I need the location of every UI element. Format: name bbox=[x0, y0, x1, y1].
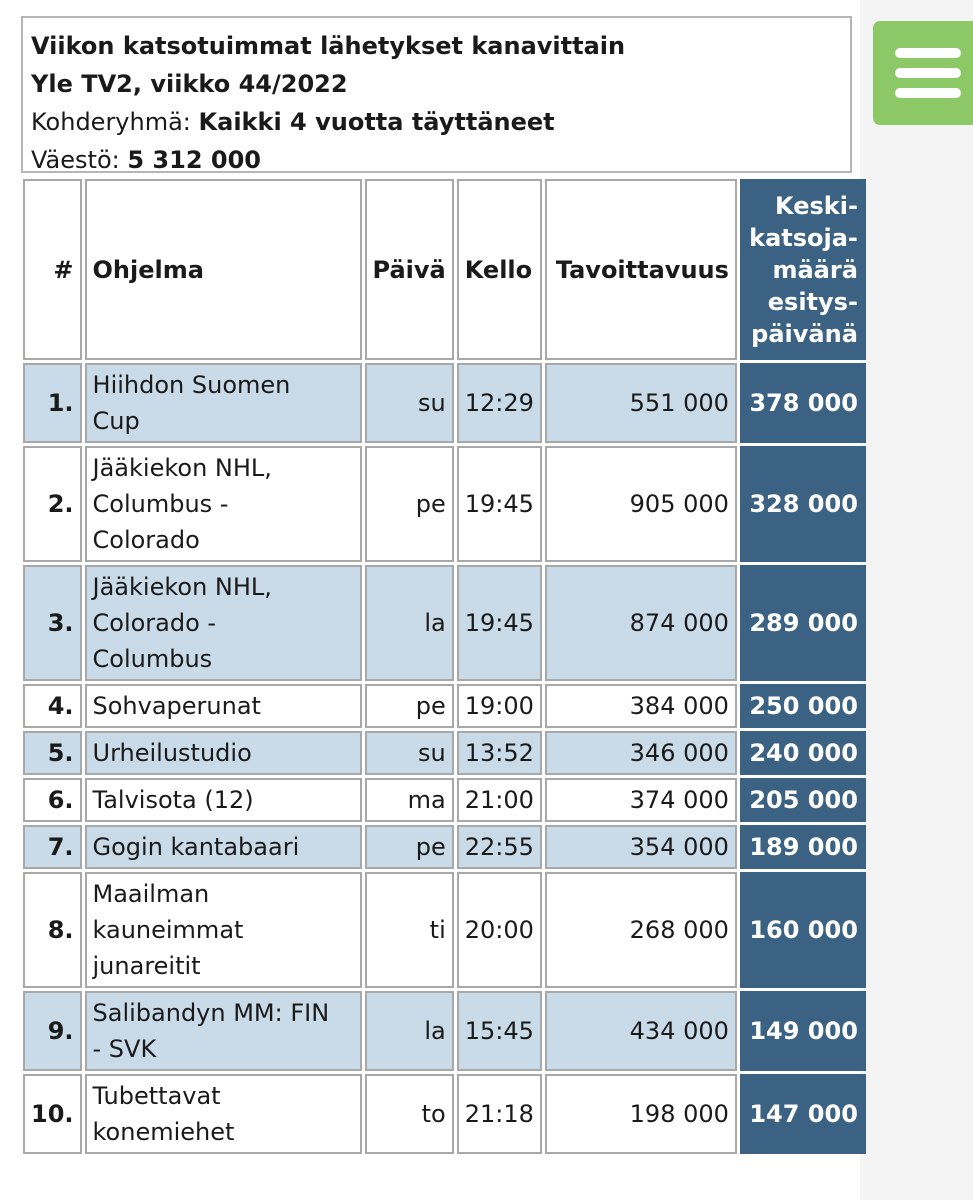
cell-reach: 384 000 bbox=[545, 684, 737, 728]
cell-average-viewers: 328 000 bbox=[740, 446, 866, 562]
cell-average-viewers: 189 000 bbox=[740, 825, 866, 869]
program-line: Cup bbox=[92, 407, 140, 435]
report-title: Viikon katsotuimmat lähetykset kanavittain bbox=[31, 32, 626, 60]
table-row bbox=[23, 825, 866, 869]
cell-day: pe bbox=[365, 684, 454, 728]
menu-button[interactable] bbox=[873, 21, 973, 125]
population-label: Väestö: bbox=[31, 146, 120, 174]
cell-day: pe bbox=[365, 446, 454, 562]
cell-rank: 7. bbox=[23, 825, 82, 869]
cell-time: 19:00 bbox=[457, 684, 542, 728]
cell-time: 21:00 bbox=[457, 778, 542, 822]
cell-reach: 354 000 bbox=[545, 825, 737, 869]
cell-time: 19:45 bbox=[457, 446, 542, 562]
cell-time: 21:18 bbox=[457, 1074, 542, 1154]
cell-day: su bbox=[365, 731, 454, 775]
cell-average-viewers: 250 000 bbox=[740, 684, 866, 728]
program-line: Urheilustudio bbox=[92, 739, 252, 767]
program-line: kauneimmat bbox=[92, 916, 244, 944]
cell-program bbox=[85, 872, 362, 988]
table-row bbox=[23, 1074, 866, 1154]
table-row bbox=[23, 684, 866, 728]
cell-average-viewers: 240 000 bbox=[740, 731, 866, 775]
cell-day: ma bbox=[365, 778, 454, 822]
program-line: - SVK bbox=[92, 1035, 157, 1063]
program-line: Maailman bbox=[92, 880, 210, 908]
program-line: Tubettavat bbox=[92, 1082, 221, 1110]
population bbox=[31, 141, 850, 179]
cell-reach: 198 000 bbox=[545, 1074, 737, 1154]
cell-program bbox=[85, 778, 362, 822]
cell-average-viewers: 147 000 bbox=[740, 1074, 866, 1154]
cell-time: 22:55 bbox=[457, 825, 542, 869]
cell-day: su bbox=[365, 363, 454, 443]
table-row bbox=[23, 991, 866, 1071]
table-row bbox=[23, 363, 866, 443]
cell-rank: 1. bbox=[23, 363, 82, 443]
cell-program bbox=[85, 991, 362, 1071]
program-line: Colorado - bbox=[92, 609, 217, 637]
table-row bbox=[23, 446, 866, 562]
cell-program bbox=[85, 565, 362, 681]
cell-reach: 905 000 bbox=[545, 446, 737, 562]
target-group bbox=[31, 103, 850, 141]
cell-day: la bbox=[365, 991, 454, 1071]
cell-rank: 3. bbox=[23, 565, 82, 681]
cell-average-viewers: 160 000 bbox=[740, 872, 866, 988]
cell-average-viewers: 149 000 bbox=[740, 991, 866, 1071]
program-line: Columbus bbox=[92, 645, 213, 673]
cell-program bbox=[85, 825, 362, 869]
target-group-value: Kaikki 4 vuotta täyttäneet bbox=[198, 108, 555, 136]
column-header-average-viewers: Keski- katsoja- määrä esitys- päivänä bbox=[740, 179, 866, 360]
cell-rank: 2. bbox=[23, 446, 82, 562]
cell-rank: 10. bbox=[23, 1074, 82, 1154]
cell-time: 13:52 bbox=[457, 731, 542, 775]
program-line: konemiehet bbox=[92, 1118, 235, 1146]
cell-program bbox=[85, 446, 362, 562]
table-row bbox=[23, 565, 866, 681]
program-line: Talvisota (12) bbox=[92, 786, 254, 814]
target-group-label: Kohderyhmä: bbox=[31, 108, 191, 136]
column-header-program: Ohjelma bbox=[85, 179, 362, 360]
cell-day: pe bbox=[365, 825, 454, 869]
cell-day: la bbox=[365, 565, 454, 681]
column-header-day: Päivä bbox=[365, 179, 454, 360]
cell-time: 12:29 bbox=[457, 363, 542, 443]
cell-average-viewers: 378 000 bbox=[740, 363, 866, 443]
program-line: junareitit bbox=[92, 952, 201, 980]
cell-rank: 5. bbox=[23, 731, 82, 775]
channel-week: Yle TV2, viikko 44/2022 bbox=[31, 70, 348, 98]
program-line: Columbus - bbox=[92, 490, 229, 518]
cell-time: 19:45 bbox=[457, 565, 542, 681]
cell-rank: 6. bbox=[23, 778, 82, 822]
population-value: 5 312 000 bbox=[127, 146, 261, 174]
program-line: Sohvaperunat bbox=[92, 692, 261, 720]
cell-reach: 268 000 bbox=[545, 872, 737, 988]
program-line: Salibandyn MM: FIN bbox=[92, 999, 330, 1027]
cell-program bbox=[85, 684, 362, 728]
program-line: Gogin kantabaari bbox=[92, 833, 300, 861]
program-line: Jääkiekon NHL, bbox=[92, 573, 272, 601]
cell-average-viewers: 205 000 bbox=[740, 778, 866, 822]
cell-rank: 9. bbox=[23, 991, 82, 1071]
cell-reach: 874 000 bbox=[545, 565, 737, 681]
table-row bbox=[23, 731, 866, 775]
column-header-reach: Tavoittavuus bbox=[545, 179, 737, 360]
cell-program bbox=[85, 731, 362, 775]
cell-average-viewers: 289 000 bbox=[740, 565, 866, 681]
column-header-time: Kello bbox=[457, 179, 542, 360]
cell-rank: 4. bbox=[23, 684, 82, 728]
program-line: Hiihdon Suomen bbox=[92, 371, 291, 399]
cell-program bbox=[85, 1074, 362, 1154]
cell-rank: 8. bbox=[23, 872, 82, 988]
cell-day: to bbox=[365, 1074, 454, 1154]
cell-day: ti bbox=[365, 872, 454, 988]
cell-program bbox=[85, 363, 362, 443]
table-row bbox=[23, 778, 866, 822]
cell-reach: 346 000 bbox=[545, 731, 737, 775]
ratings-table bbox=[20, 176, 869, 1157]
table-row bbox=[23, 872, 866, 988]
page-side-strip bbox=[860, 0, 973, 1200]
table-header-row bbox=[23, 179, 866, 360]
cell-time: 20:00 bbox=[457, 872, 542, 988]
column-header-rank: # bbox=[23, 179, 82, 360]
cell-time: 15:45 bbox=[457, 991, 542, 1071]
program-line: Jääkiekon NHL, bbox=[92, 454, 272, 482]
program-line: Colorado bbox=[92, 526, 200, 554]
cell-reach: 374 000 bbox=[545, 778, 737, 822]
cell-reach: 434 000 bbox=[545, 991, 737, 1071]
cell-reach: 551 000 bbox=[545, 363, 737, 443]
report-header bbox=[21, 16, 852, 173]
